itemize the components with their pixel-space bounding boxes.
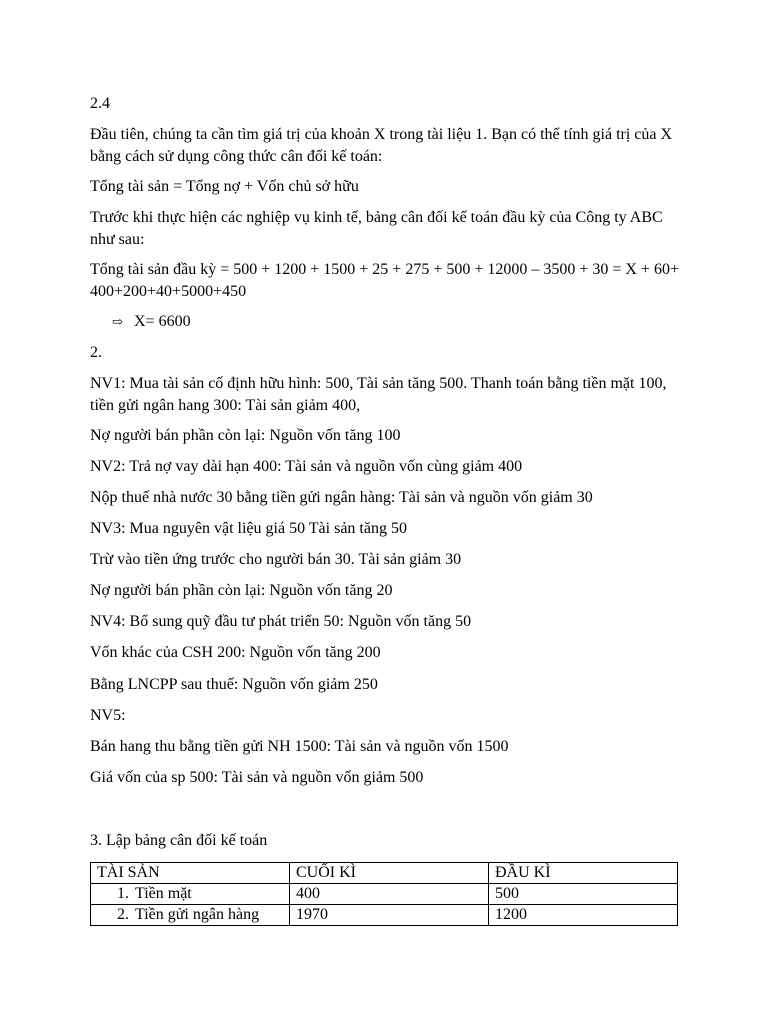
end-period-cell: 1970 (290, 905, 489, 926)
asset-cell (91, 905, 290, 926)
nv3-line-2: Trừ vào tiền ứng trước cho người bán 30. Tài sản giảm 30 (90, 551, 462, 568)
column-header-assets: TÀI SẢN (91, 863, 290, 884)
paragraph-intro: Đầu tiên, chúng ta cần tìm giá trị của khoản X trong tài liệu 1. Bạn có thể tính giá trị của X bằng cách sử dụng công thức cân đối kế toán: (90, 126, 673, 165)
nv1-line-2: Nợ người bán phần còn lại: Nguồn vốn tăng 100 (90, 427, 401, 444)
result-value: X= 6600 (134, 313, 191, 330)
asset-cell (91, 884, 290, 905)
begin-period-cell: 500 (489, 884, 678, 905)
nv2-line-1: NV2: Trả nợ vay dài hạn 400: Tài sản và nguồn vốn cùng giảm 400 (90, 458, 523, 475)
nv3-line-3: Nợ người bán phần còn lại: Nguồn vốn tăng 20 (90, 582, 393, 599)
asset-label: Tiền mặt (135, 885, 192, 902)
nv2-line-2: Nộp thuế nhà nước 30 bằng tiền gửi ngân hàng: Tài sản và nguồn vốn giảm 30 (90, 489, 593, 506)
balance-sheet-table (90, 862, 678, 926)
end-period-cell: 400 (290, 884, 489, 905)
nv5-line-1: Bán hang thu bằng tiền gửi NH 1500: Tài sản và nguồn vốn 1500 (90, 738, 509, 755)
column-header-end-period: CUỐI KÌ (290, 863, 489, 884)
paragraph-before: Trước khi thực hiện các nghiệp vụ kinh tế, bảng cân đối kế toán đầu kỳ của Công ty ABC như sau: (90, 209, 663, 248)
section-heading-2-4: 2.4 (90, 95, 110, 112)
result-line (112, 312, 191, 332)
begin-period-cell: 1200 (489, 905, 678, 926)
table-row (91, 905, 678, 926)
outlined-right-arrow-icon: ⇨ (112, 314, 123, 329)
nv4-line-2: Vốn khác của CSH 200: Nguồn vốn tăng 200 (90, 644, 381, 661)
formula-line: Tổng tài sản = Tổng nợ + Vốn chủ sở hữu (90, 178, 359, 195)
section-heading-3: 3. Lập bảng cân đối kế toán (90, 832, 268, 849)
nv5-heading: NV5: (90, 707, 126, 724)
nv5-line-2: Giá vốn của sp 500: Tài sản và nguồn vốn giảm 500 (90, 769, 424, 786)
table-header-row (91, 863, 678, 884)
asset-label: Tiền gửi ngân hàng (135, 906, 260, 923)
column-header-begin-period: ĐẦU KÌ (489, 863, 678, 884)
nv1-paragraph: NV1: Mua tài sản cố định hữu hình: 500, Tài sản tăng 500. Thanh toán bằng tiền mặt 100, tiền gửi ngân hang 300: Tài sản giảm 400, (90, 375, 667, 414)
nv4-line-3: Bằng LNCPP sau thuế: Nguồn vốn giảm 250 (90, 676, 378, 693)
table-row (91, 884, 678, 905)
item-number: 1. (117, 885, 129, 902)
nv3-line-1: NV3: Mua nguyên vật liệu giá 50 Tài sản tăng 50 (90, 520, 407, 537)
nv4-line-1: NV4: Bổ sung quỹ đầu tư phát triển 50: Nguồn vốn tăng 50 (90, 613, 472, 630)
section-heading-2: 2. (90, 344, 102, 361)
paragraph-total-assets: Tổng tài sản đầu kỳ = 500 + 1200 + 1500 + 25 + 275 + 500 + 12000 – 3500 + 30 = X + 60+ 400+200+40+5000+450 (90, 261, 680, 300)
item-number: 2. (117, 906, 129, 923)
